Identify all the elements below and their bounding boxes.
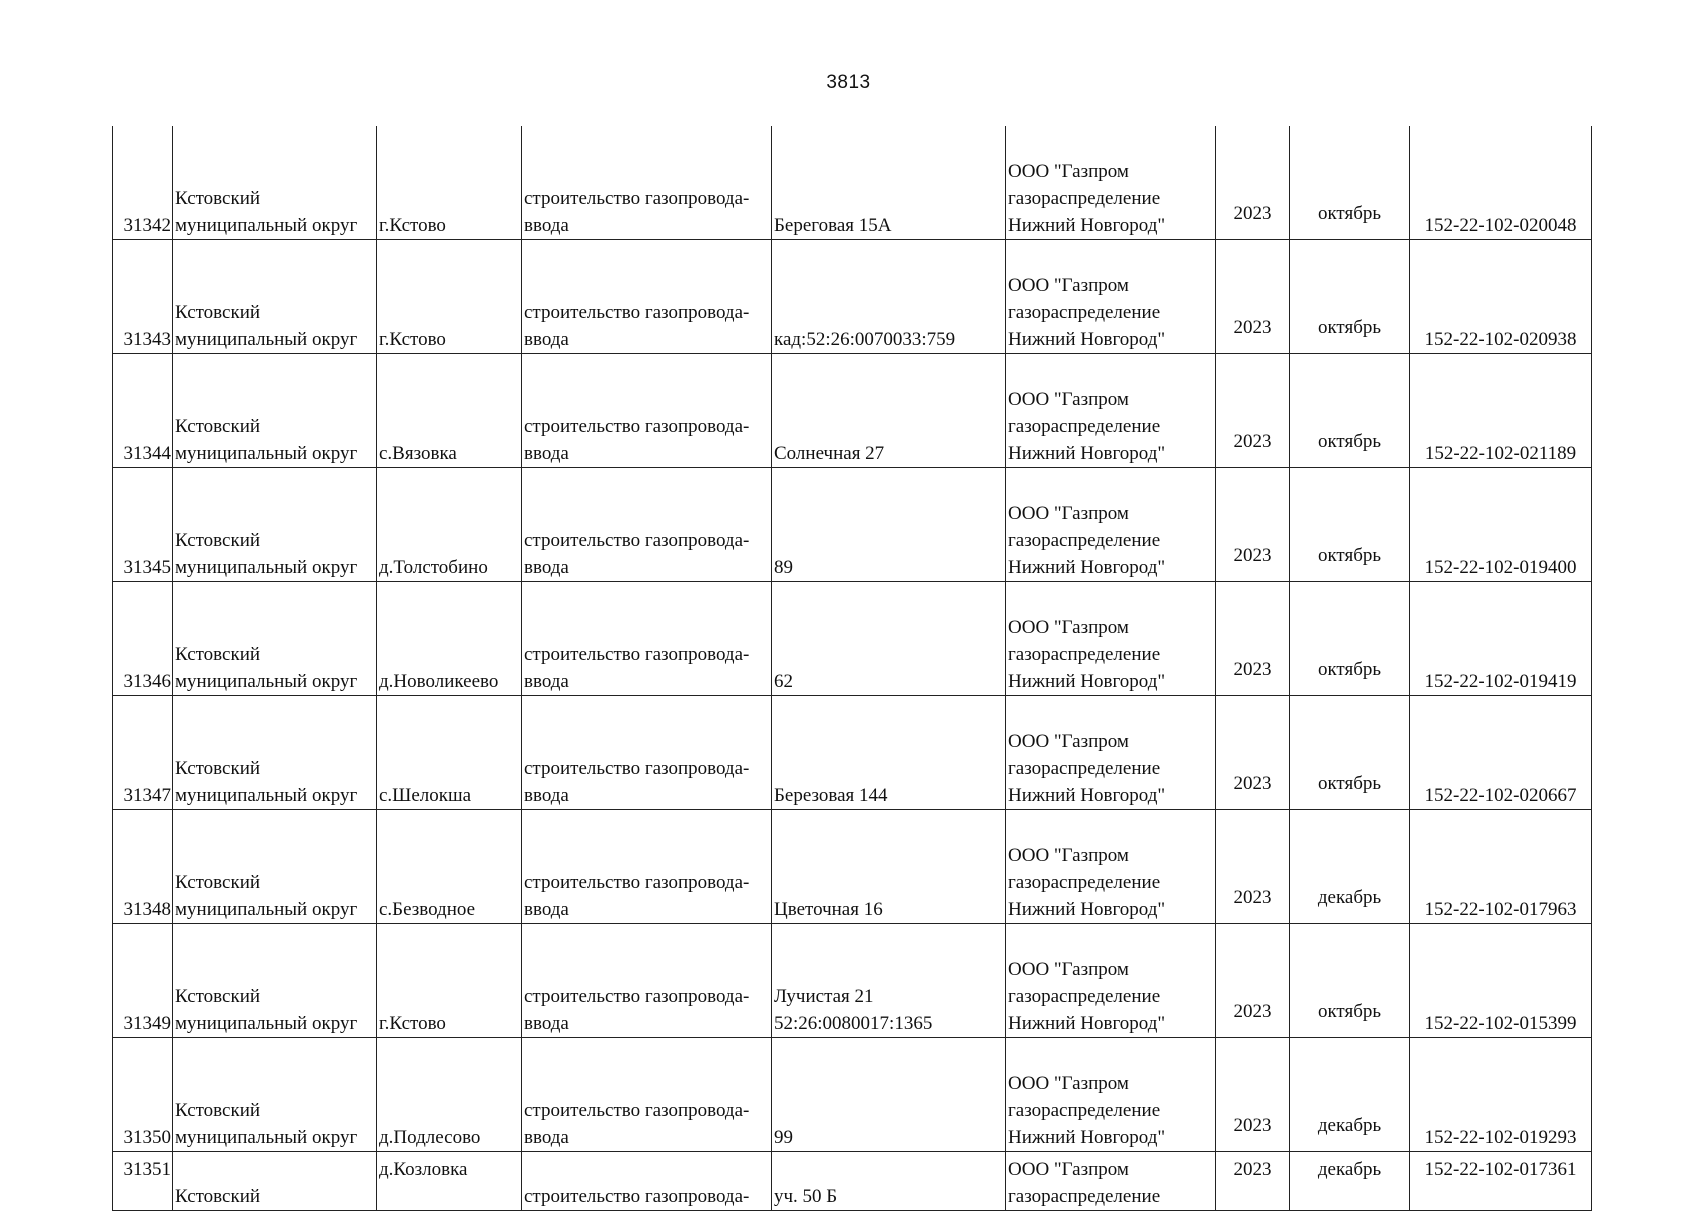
address-cell: Цветочная 16 [772, 810, 1006, 924]
table-row [113, 240, 1592, 354]
work-type-cell: строительство газопровода- ввода [522, 126, 772, 240]
organization-cell: ООО "Газпром газораспределение Нижний Новгород" [1006, 582, 1216, 696]
settlement-cell: д.Подлесово [377, 1038, 522, 1152]
year-cell: 2023 [1216, 582, 1290, 696]
year-cell: 2023 [1216, 354, 1290, 468]
district-cell: Кстовский муниципальный округ [173, 126, 377, 240]
table-row [113, 924, 1592, 1038]
work-type-cell: строительство газопровода- ввода [522, 240, 772, 354]
address-cell: кад:52:26:0070033:759 [772, 240, 1006, 354]
row-number: 31349 [113, 924, 173, 1038]
work-type-cell: строительство газопровода- ввода [522, 1038, 772, 1152]
organization-cell: ООО "Газпром газораспределение Нижний Новгород" [1006, 354, 1216, 468]
table-row [113, 1152, 1592, 1211]
row-number: 31343 [113, 240, 173, 354]
code-cell: 152-22-102-019293 [1410, 1038, 1592, 1152]
code-cell: 152-22-102-020938 [1410, 240, 1592, 354]
table-row [113, 1038, 1592, 1152]
work-type-cell: строительство газопровода- ввода [522, 354, 772, 468]
code-cell: 152-22-102-017361 [1410, 1152, 1592, 1211]
year-cell: 2023 [1216, 696, 1290, 810]
code-cell: 152-22-102-020048 [1410, 126, 1592, 240]
month-cell: декабрь [1290, 1152, 1410, 1211]
organization-cell: ООО "Газпром газораспределение Нижний Новгород" [1006, 126, 1216, 240]
row-number: 31346 [113, 582, 173, 696]
district-cell: Кстовский муниципальный округ [173, 354, 377, 468]
month-cell: октябрь [1290, 354, 1410, 468]
table-row [113, 810, 1592, 924]
year-cell: 2023 [1216, 126, 1290, 240]
organization-cell: ООО "Газпром газораспределение Нижний Новгород" [1006, 696, 1216, 810]
table-row [113, 126, 1592, 240]
address-cell: Береговая 15А [772, 126, 1006, 240]
settlement-cell: с.Безводное [377, 810, 522, 924]
address-cell: уч. 50 Б [772, 1152, 1006, 1211]
page-number: 3813 [826, 72, 871, 93]
code-cell: 152-22-102-021189 [1410, 354, 1592, 468]
month-cell: октябрь [1290, 468, 1410, 582]
address-cell: 99 [772, 1038, 1006, 1152]
address-cell: 62 [772, 582, 1006, 696]
work-type-cell: строительство газопровода- ввода [522, 810, 772, 924]
district-cell: Кстовский [173, 1152, 377, 1211]
code-cell: 152-22-102-015399 [1410, 924, 1592, 1038]
organization-cell: ООО "Газпром газораспределение Нижний Новгород" [1006, 810, 1216, 924]
month-cell: октябрь [1290, 924, 1410, 1038]
code-cell: 152-22-102-019400 [1410, 468, 1592, 582]
address-cell: Лучистая 21 52:26:0080017:1365 [772, 924, 1006, 1038]
work-type-cell: строительство газопровода- ввода [522, 924, 772, 1038]
year-cell: 2023 [1216, 810, 1290, 924]
district-cell: Кстовский муниципальный округ [173, 696, 377, 810]
settlement-cell: г.Кстово [377, 240, 522, 354]
month-cell: октябрь [1290, 582, 1410, 696]
address-cell: Солнечная 27 [772, 354, 1006, 468]
organization-cell: ООО "Газпром газораспределение Нижний Новгород" [1006, 924, 1216, 1038]
work-type-cell: строительство газопровода- ввода [522, 582, 772, 696]
row-number: 31351 [113, 1152, 173, 1211]
code-cell: 152-22-102-017963 [1410, 810, 1592, 924]
district-cell: Кстовский муниципальный округ [173, 468, 377, 582]
table-row [113, 468, 1592, 582]
month-cell: октябрь [1290, 240, 1410, 354]
district-cell: Кстовский муниципальный округ [173, 240, 377, 354]
settlement-cell: д.Козловка [377, 1152, 522, 1211]
year-cell: 2023 [1216, 468, 1290, 582]
address-cell: 89 [772, 468, 1006, 582]
district-cell: Кстовский муниципальный округ [173, 582, 377, 696]
row-number: 31347 [113, 696, 173, 810]
work-type-cell: строительство газопровода- ввода [522, 696, 772, 810]
year-cell: 2023 [1216, 240, 1290, 354]
table-row [113, 354, 1592, 468]
month-cell: декабрь [1290, 810, 1410, 924]
district-cell: Кстовский муниципальный округ [173, 810, 377, 924]
settlement-cell: с.Шелокша [377, 696, 522, 810]
work-type-cell: строительство газопровода- [522, 1152, 772, 1211]
year-cell: 2023 [1216, 1038, 1290, 1152]
organization-cell: ООО "Газпром газораспределение [1006, 1152, 1216, 1211]
code-cell: 152-22-102-019419 [1410, 582, 1592, 696]
year-cell: 2023 [1216, 924, 1290, 1038]
table-row [113, 582, 1592, 696]
organization-cell: ООО "Газпром газораспределение Нижний Новгород" [1006, 468, 1216, 582]
address-cell: Березовая 144 [772, 696, 1006, 810]
row-number: 31342 [113, 126, 173, 240]
month-cell: октябрь [1290, 126, 1410, 240]
row-number: 31345 [113, 468, 173, 582]
row-number: 31350 [113, 1038, 173, 1152]
district-cell: Кстовский муниципальный округ [173, 1038, 377, 1152]
settlement-cell: д.Толстобино [377, 468, 522, 582]
year-cell: 2023 [1216, 1152, 1290, 1211]
work-type-cell: строительство газопровода- ввода [522, 468, 772, 582]
month-cell: декабрь [1290, 1038, 1410, 1152]
settlement-cell: с.Вязовка [377, 354, 522, 468]
settlement-cell: г.Кстово [377, 924, 522, 1038]
row-number: 31344 [113, 354, 173, 468]
code-cell: 152-22-102-020667 [1410, 696, 1592, 810]
settlement-cell: д.Новоликеево [377, 582, 522, 696]
table-row [113, 696, 1592, 810]
district-cell: Кстовский муниципальный округ [173, 924, 377, 1038]
gas-connection-registry-table [112, 126, 1592, 1211]
month-cell: октябрь [1290, 696, 1410, 810]
row-number: 31348 [113, 810, 173, 924]
organization-cell: ООО "Газпром газораспределение Нижний Новгород" [1006, 240, 1216, 354]
settlement-cell: г.Кстово [377, 126, 522, 240]
organization-cell: ООО "Газпром газораспределение Нижний Новгород" [1006, 1038, 1216, 1152]
